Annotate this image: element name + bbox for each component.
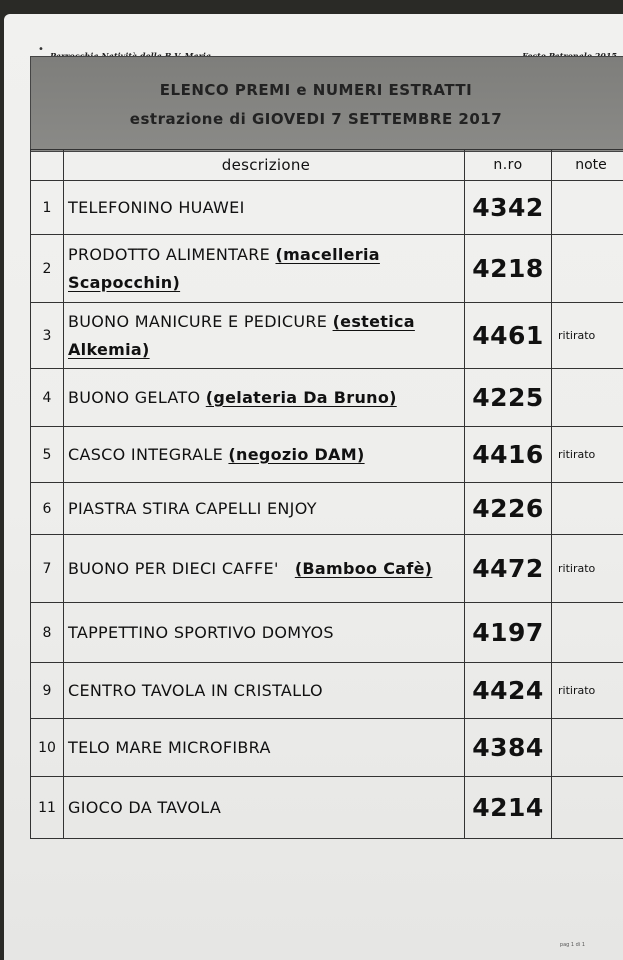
- prize-name: CENTRO TAVOLA IN CRISTALLO: [68, 680, 323, 700]
- row-description: [64, 303, 465, 369]
- row-note: [552, 777, 623, 839]
- table-row: [31, 483, 623, 535]
- table-row: [31, 603, 623, 663]
- winning-number: 4461: [465, 303, 552, 369]
- winning-number: 4342: [465, 181, 552, 235]
- winning-number: 4218: [465, 235, 552, 303]
- table-row: [31, 181, 623, 235]
- winning-number: 4226: [465, 483, 552, 535]
- row-index: 6: [31, 483, 64, 535]
- table-row: [31, 235, 623, 303]
- row-index: 3: [31, 303, 64, 369]
- prize-rows: [31, 181, 623, 839]
- row-index: 5: [31, 427, 64, 483]
- winning-number: 4214: [465, 777, 552, 839]
- table-row: [31, 663, 623, 719]
- bullet-mark: •: [38, 44, 44, 55]
- page-footer: pag 1 di 1: [559, 942, 585, 948]
- winning-number: 4197: [465, 603, 552, 663]
- prize-name: BUONO PER DIECI CAFFE': [68, 558, 295, 578]
- row-description: [64, 427, 465, 483]
- table-row: [31, 777, 623, 839]
- row-description: [64, 483, 465, 535]
- prize-name: TELO MARE MICROFIBRA: [68, 737, 271, 757]
- sponsor-name: (macelleria Scapocchin): [68, 244, 380, 292]
- row-note: [552, 181, 623, 235]
- page-subtitle: estrazione di GIOVEDI 7 SETTEMBRE 2017: [129, 110, 503, 128]
- row-note: [552, 235, 623, 303]
- column-header-description: descrizione: [64, 150, 465, 181]
- sponsor-name: (gelateria Da Bruno): [205, 387, 397, 407]
- row-note: [552, 603, 623, 663]
- row-description: [64, 603, 465, 663]
- row-description: [64, 663, 465, 719]
- prize-table: [30, 149, 623, 839]
- prize-name: BUONO GELATO: [68, 387, 206, 407]
- row-note: [552, 369, 623, 427]
- row-index: 2: [31, 235, 64, 303]
- sponsor-name: (Bamboo Cafè): [294, 558, 433, 578]
- prize-name: PIASTRA STIRA CAPELLI ENJOY: [68, 498, 317, 518]
- page-title: ELENCO PREMI e NUMERI ESTRATTI: [159, 81, 473, 99]
- table-row: [31, 427, 623, 483]
- prize-name: PRODOTTO ALIMENTARE: [68, 244, 276, 264]
- table-header-row: [31, 150, 623, 181]
- row-note: ritirato: [552, 303, 623, 369]
- row-description: [64, 719, 465, 777]
- winning-number: 4225: [465, 369, 552, 427]
- winning-number: 4384: [465, 719, 552, 777]
- row-note: ritirato: [552, 535, 623, 603]
- table-row: [31, 369, 623, 427]
- title-banner: [30, 56, 623, 152]
- table-row: [31, 535, 623, 603]
- row-index: 8: [31, 603, 64, 663]
- row-index: 9: [31, 663, 64, 719]
- row-description: [64, 181, 465, 235]
- row-note: [552, 483, 623, 535]
- table-row: [31, 719, 623, 777]
- row-note: [552, 719, 623, 777]
- row-note: ritirato: [552, 663, 623, 719]
- row-index: 11: [31, 777, 64, 839]
- winning-number: 4416: [465, 427, 552, 483]
- row-description: [64, 777, 465, 839]
- row-index: 4: [31, 369, 64, 427]
- column-header-index: [31, 150, 64, 181]
- row-description: [64, 235, 465, 303]
- sponsor-name: (estetica Alkemia): [68, 311, 415, 359]
- row-note: ritirato: [552, 427, 623, 483]
- prize-name: BUONO MANICURE E PEDICURE: [68, 311, 333, 331]
- winning-number: 4472: [465, 535, 552, 603]
- table-row: [31, 303, 623, 369]
- row-index: 7: [31, 535, 64, 603]
- row-index: 10: [31, 719, 64, 777]
- column-header-note: note: [552, 150, 623, 181]
- row-description: [64, 369, 465, 427]
- prize-name: GIOCO DA TAVOLA: [68, 797, 222, 817]
- sponsor-name: (negozio DAM): [228, 444, 365, 464]
- prize-name: CASCO INTEGRALE: [68, 444, 229, 464]
- winning-number: 4424: [465, 663, 552, 719]
- prize-name: TAPPETTINO SPORTIVO DOMYOS: [68, 622, 334, 642]
- column-header-number: n.ro: [465, 150, 552, 181]
- row-index: 1: [31, 181, 64, 235]
- prize-name: TELEFONINO HUAWEI: [68, 197, 245, 217]
- row-description: [64, 535, 465, 603]
